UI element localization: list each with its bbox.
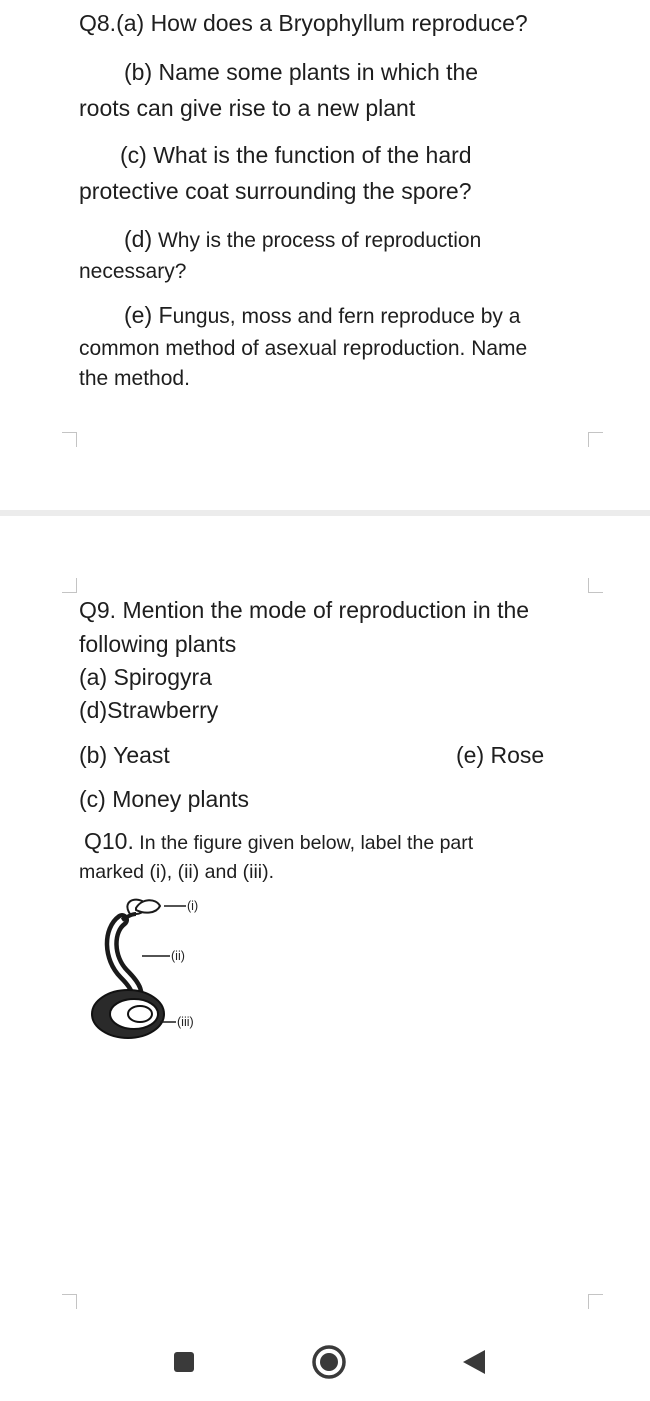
q10-text: In the figure given below, label the part	[133, 832, 474, 854]
q9-option-d: (d)Strawberry	[79, 697, 219, 723]
q8-part-d-text: Why is the process of reproduction	[152, 229, 482, 252]
q10-question-line1	[84, 826, 473, 858]
crop-mark-bottom-right	[588, 432, 603, 447]
figure-label-i: (i)	[187, 899, 199, 913]
recent-apps-icon	[172, 1350, 196, 1374]
q10-label: Q10.	[84, 828, 134, 854]
q8-part-e-line2: common method of asexual reproduction. Name	[79, 337, 528, 360]
home-button[interactable]	[307, 1340, 351, 1384]
home-icon	[311, 1344, 347, 1380]
q9-option-e: (e) Rose	[456, 742, 545, 768]
q8-part-b-line1: (b) Name some plants in which the	[124, 59, 479, 85]
q9-option-c: (c) Money plants	[79, 786, 250, 812]
seed-germination-figure	[78, 886, 228, 1046]
crop-mark-page2-bottom-left	[62, 1294, 77, 1309]
back-icon	[459, 1347, 489, 1377]
q8-part-d-label: (d)	[124, 226, 153, 252]
navigation-bar	[0, 1320, 650, 1401]
q9-question-line1: Q9. Mention the mode of reproduction in the	[79, 597, 530, 623]
document-page-2	[0, 516, 650, 1346]
q9-question-line2: following plants	[79, 631, 237, 657]
q8-part-e-label: (e) F	[124, 302, 173, 328]
crop-mark-top-right	[588, 578, 603, 593]
q8-part-a: Q8.(a) How does a Bryophyllum reproduce?	[79, 10, 528, 36]
q8-part-c-line2: protective coat surrounding the spore?	[79, 178, 472, 204]
document-page-1	[0, 0, 650, 510]
back-button[interactable]	[452, 1340, 496, 1384]
q8-part-d-line2: necessary?	[79, 260, 187, 283]
q8-part-e-line1	[124, 299, 520, 333]
q8-part-b-line2: roots can give rise to a new plant	[79, 95, 416, 121]
q8-part-e-text: ungus, moss and fern reproduce by a	[172, 305, 521, 328]
q10-question-line2: marked (i), (ii) and (iii).	[79, 861, 275, 883]
q8-part-e-line3: the method.	[79, 367, 190, 390]
q9-option-b: (b) Yeast	[79, 742, 170, 768]
q8-part-c-line1: (c) What is the function of the hard	[120, 142, 472, 168]
figure-label-ii: (ii)	[171, 949, 185, 963]
crop-mark-top-left	[62, 578, 77, 593]
recent-apps-button[interactable]	[162, 1340, 206, 1384]
figure-label-iii: (iii)	[177, 1015, 194, 1029]
q9-option-a: (a) Spirogyra	[79, 664, 212, 690]
crop-mark-bottom-left	[62, 432, 77, 447]
q8-part-d-line1	[124, 223, 481, 257]
cotyledon-inner-shape	[128, 1006, 152, 1022]
crop-mark-page2-bottom-right	[588, 1294, 603, 1309]
